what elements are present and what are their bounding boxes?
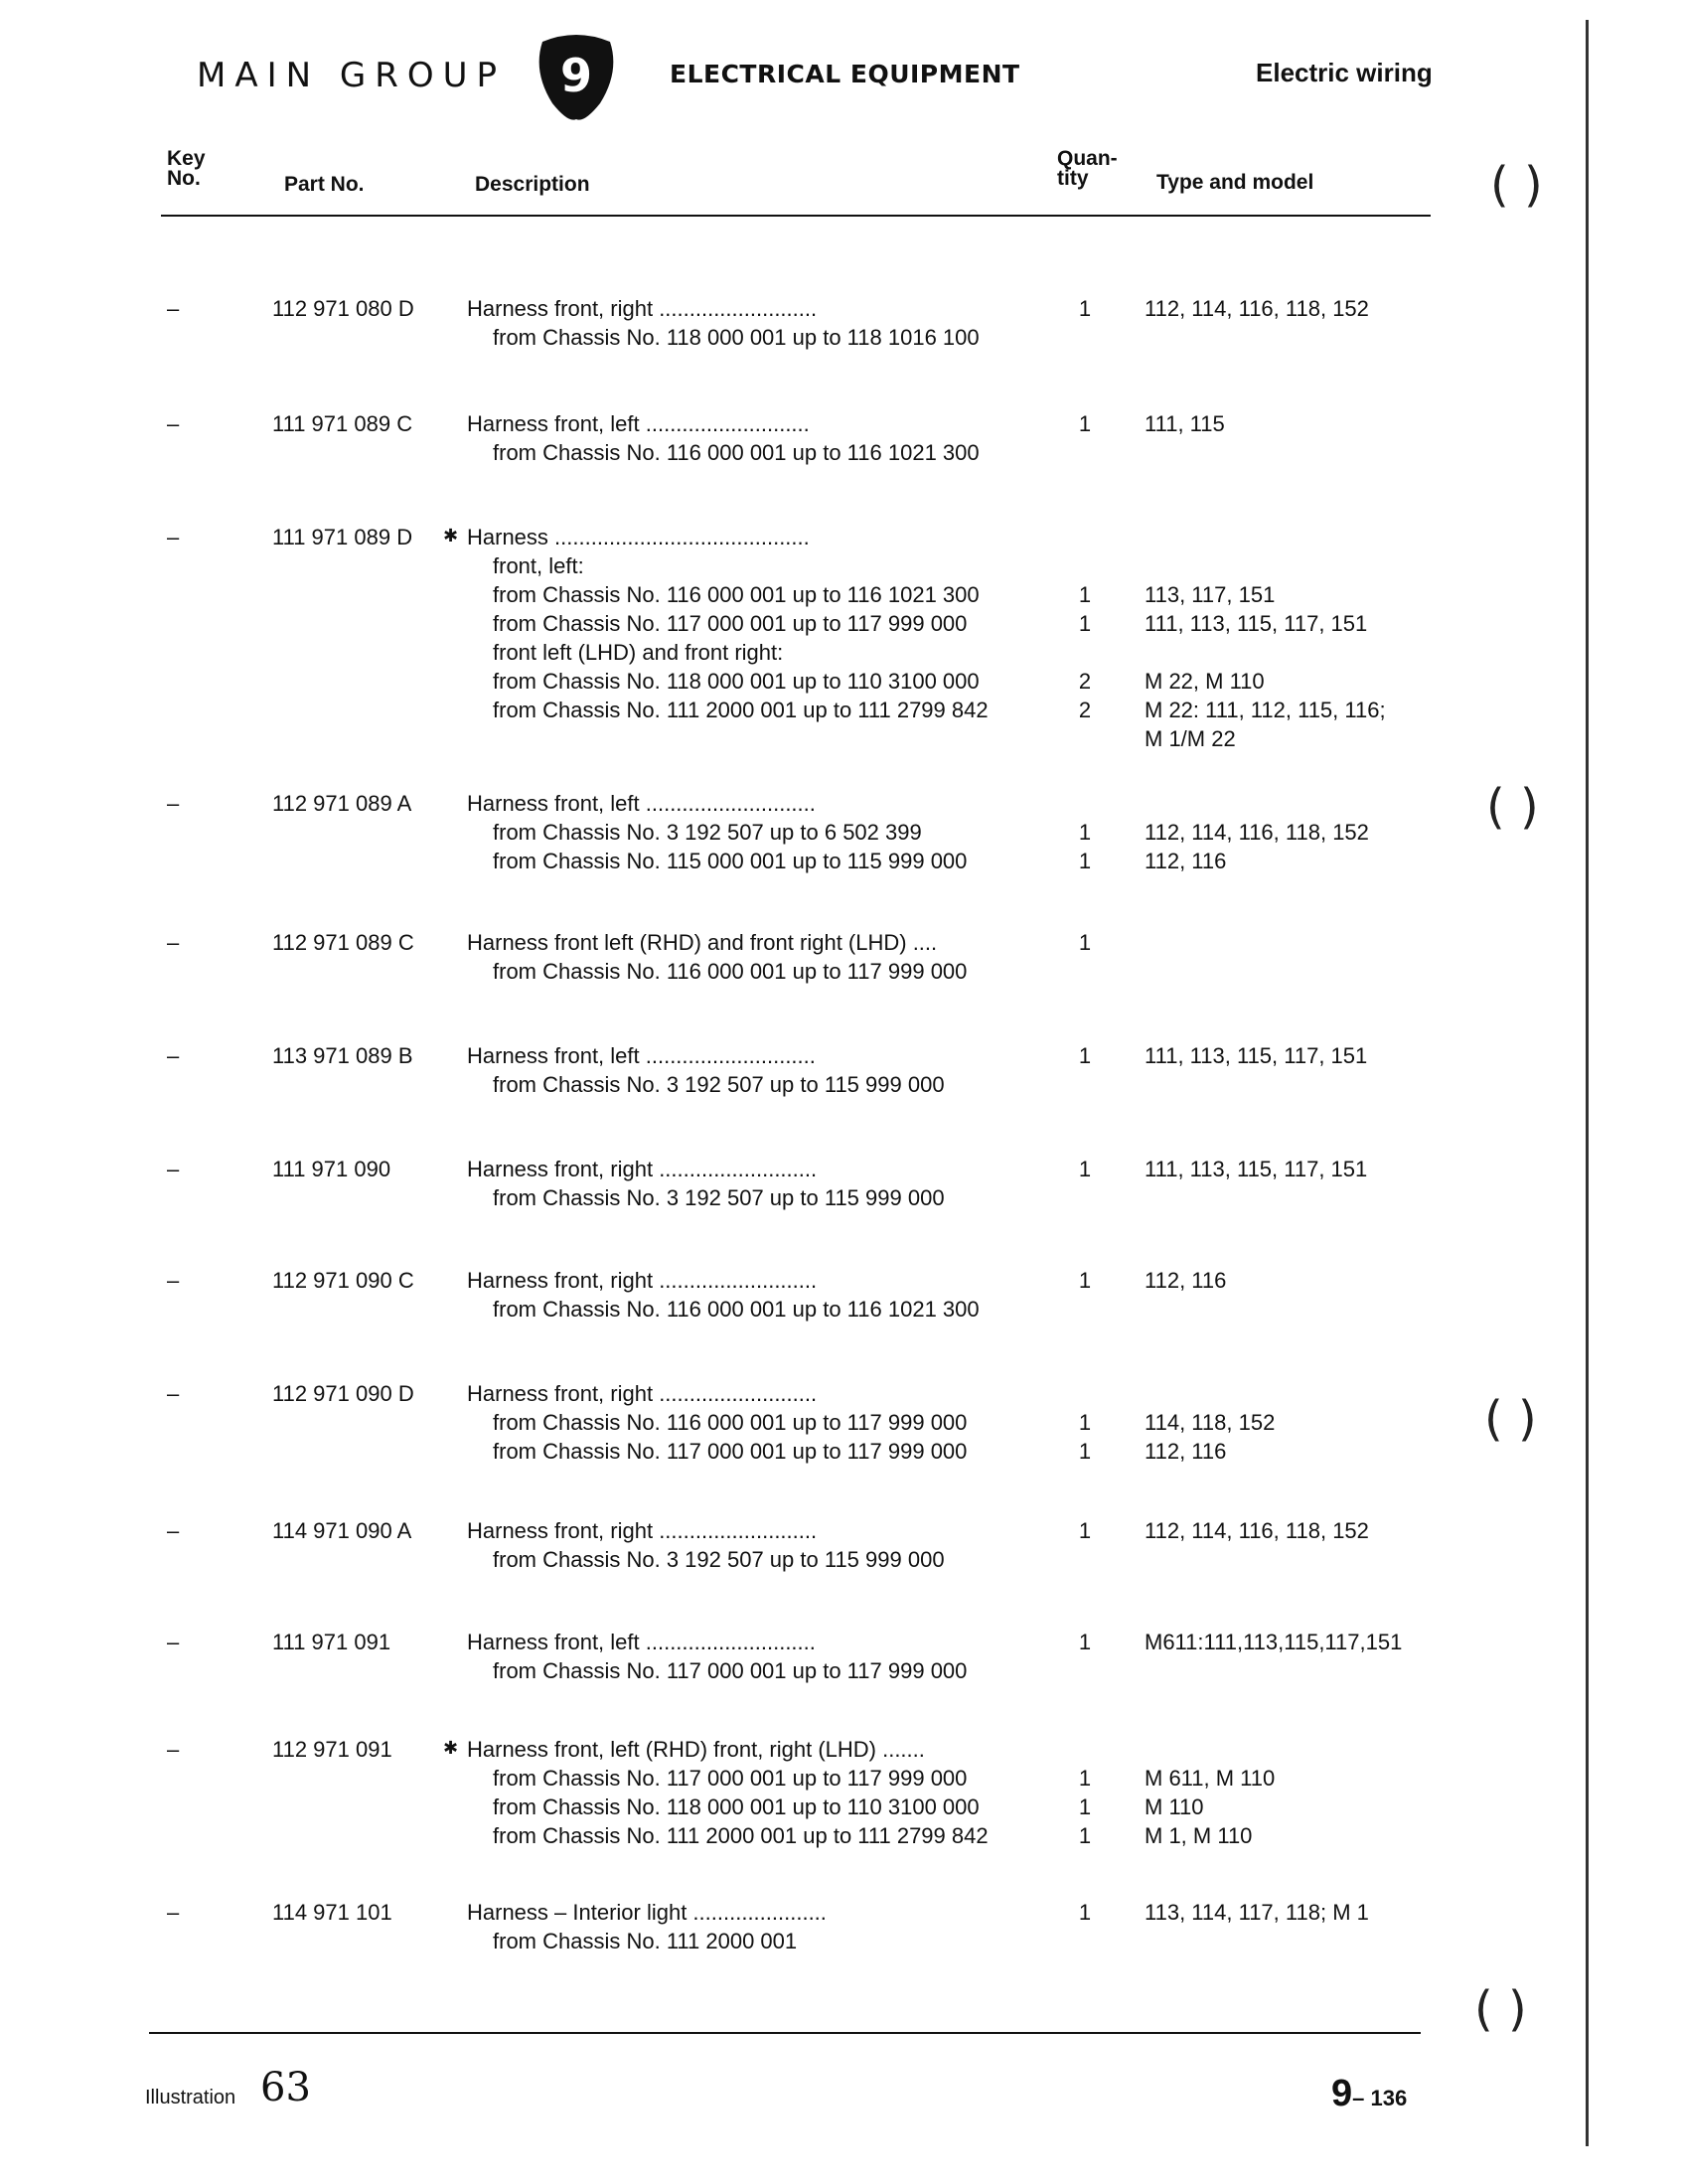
quantity: 1 bbox=[1078, 1157, 1092, 1181]
part-number: 112 971 089 C bbox=[272, 930, 414, 955]
page-suffix: – 136 bbox=[1352, 2086, 1408, 2110]
type-model: 111, 113, 115, 117, 151 bbox=[1145, 1043, 1368, 1068]
description: from Chassis No. 116 000 001 up to 117 999 000 bbox=[493, 1410, 968, 1435]
punch-hole-icon: ( ) bbox=[1486, 779, 1539, 835]
description: from Chassis No. 117 000 001 up to 117 999 000 bbox=[493, 1658, 968, 1683]
description: Harness front, left (RHD) front, right (LHD) ....... bbox=[467, 1737, 925, 1762]
description: Harness front, left ............................ bbox=[467, 1043, 816, 1068]
header-rule bbox=[161, 215, 1431, 217]
part-number: 112 971 090 C bbox=[272, 1268, 414, 1293]
type-model: 111, 113, 115, 117, 151 bbox=[1145, 1157, 1368, 1181]
type-model: M 110 bbox=[1145, 1794, 1204, 1819]
description: from Chassis No. 116 000 001 up to 116 1021 300 bbox=[493, 1297, 980, 1322]
key-no: – bbox=[167, 1381, 180, 1406]
illustration-number: 63 bbox=[260, 2065, 311, 2110]
page-number bbox=[1331, 2073, 1407, 2115]
key-no: – bbox=[167, 1268, 180, 1293]
description: front, left: bbox=[493, 553, 584, 578]
description: from Chassis No. 117 000 001 up to 117 999 000 bbox=[493, 1439, 968, 1464]
description: Harness front, right .......................... bbox=[467, 1268, 818, 1293]
star-icon: ✱ bbox=[443, 1738, 459, 1758]
description: from Chassis No. 3 192 507 up to 6 502 399 bbox=[493, 820, 922, 845]
quantity: 1 bbox=[1078, 1518, 1092, 1543]
description: Harness .......................................... bbox=[467, 525, 810, 549]
description: from Chassis No. 116 000 001 up to 116 1021 300 bbox=[493, 582, 980, 607]
key-no: – bbox=[167, 1630, 180, 1654]
quantity: 1 bbox=[1078, 1823, 1092, 1848]
description: from Chassis No. 111 2000 001 up to 111 2799 842 bbox=[493, 1823, 989, 1848]
type-model: 112, 116 bbox=[1145, 1439, 1227, 1464]
quantity: 1 bbox=[1078, 849, 1092, 873]
type-model: M 22: 111, 112, 115, 116; bbox=[1145, 698, 1386, 722]
key-no: – bbox=[167, 1043, 180, 1068]
description: from Chassis No. 116 000 001 up to 117 999 000 bbox=[493, 959, 968, 984]
section-title: ELECTRICAL EQUIPMENT bbox=[670, 60, 1020, 88]
main-group-title: MAIN GROUP bbox=[197, 56, 506, 95]
part-number: 111 971 091 bbox=[272, 1630, 391, 1654]
header-description: Description bbox=[475, 173, 590, 196]
quantity: 2 bbox=[1078, 698, 1092, 722]
description: front left (LHD) and front right: bbox=[493, 640, 784, 665]
type-model: M611:111,113,115,117,151 bbox=[1145, 1630, 1403, 1654]
part-number: 111 971 089 D bbox=[272, 525, 413, 549]
description: Harness front left (RHD) and front right (LHD) .... bbox=[467, 930, 938, 955]
type-model: M 611, M 110 bbox=[1145, 1766, 1276, 1791]
quantity: 1 bbox=[1078, 582, 1092, 607]
part-number: 112 971 091 bbox=[272, 1737, 392, 1762]
type-model: 112, 116 bbox=[1145, 1268, 1227, 1293]
section-subtitle: Electric wiring bbox=[1256, 58, 1433, 87]
key-no: – bbox=[167, 1518, 180, 1543]
quantity: 1 bbox=[1078, 1268, 1092, 1293]
type-model: 112, 116 bbox=[1145, 849, 1227, 873]
star-icon: ✱ bbox=[443, 526, 459, 546]
header-key-no: Key No. bbox=[167, 147, 206, 190]
description: from Chassis No. 118 000 001 up to 110 3100 000 bbox=[493, 669, 980, 694]
group-number: 9 bbox=[559, 49, 593, 102]
header-quantity: Quan- tity bbox=[1057, 147, 1118, 190]
header-type-model: Type and model bbox=[1156, 171, 1314, 194]
description: Harness – Interior light ...................... bbox=[467, 1900, 827, 1925]
part-number: 111 971 089 C bbox=[272, 411, 413, 436]
quantity: 1 bbox=[1078, 411, 1092, 436]
description: Harness front, right .......................... bbox=[467, 296, 818, 321]
key-no: – bbox=[167, 1157, 180, 1181]
illustration-label: Illustration bbox=[145, 2087, 236, 2108]
description: from Chassis No. 111 2000 001 bbox=[493, 1929, 798, 1953]
type-model: 112, 114, 116, 118, 152 bbox=[1145, 820, 1369, 845]
description: Harness front, left ............................ bbox=[467, 791, 816, 816]
type-model: 111, 115 bbox=[1145, 411, 1225, 436]
footer-rule bbox=[149, 2032, 1421, 2034]
type-model: 114, 118, 152 bbox=[1145, 1410, 1276, 1435]
quantity: 1 bbox=[1078, 1439, 1092, 1464]
key-no: – bbox=[167, 411, 180, 436]
description: Harness front, right .......................... bbox=[467, 1518, 818, 1543]
key-no: – bbox=[167, 791, 180, 816]
description: from Chassis No. 3 192 507 up to 115 999 000 bbox=[493, 1547, 945, 1572]
part-number: 112 971 090 D bbox=[272, 1381, 414, 1406]
quantity: 1 bbox=[1078, 1630, 1092, 1654]
description: from Chassis No. 115 000 001 up to 115 999 000 bbox=[493, 849, 968, 873]
punch-hole-icon: ( ) bbox=[1474, 1981, 1527, 2037]
key-no: – bbox=[167, 930, 180, 955]
key-no: – bbox=[167, 525, 180, 549]
quantity: 1 bbox=[1078, 930, 1092, 955]
description: from Chassis No. 116 000 001 up to 116 1021 300 bbox=[493, 440, 980, 465]
description: Harness front, right .......................... bbox=[467, 1157, 818, 1181]
description: from Chassis No. 118 000 001 up to 118 1016 100 bbox=[493, 325, 980, 350]
quantity: 1 bbox=[1078, 611, 1092, 636]
part-number: 114 971 090 A bbox=[272, 1518, 412, 1543]
description: from Chassis No. 111 2000 001 up to 111 2799 842 bbox=[493, 698, 989, 722]
description: Harness front, left ........................... bbox=[467, 411, 810, 436]
description: from Chassis No. 117 000 001 up to 117 999 000 bbox=[493, 1766, 968, 1791]
key-no: – bbox=[167, 296, 180, 321]
type-model: M 1, M 110 bbox=[1145, 1823, 1253, 1848]
type-model: 113, 114, 117, 118; M 1 bbox=[1145, 1900, 1369, 1925]
quantity: 1 bbox=[1078, 296, 1092, 321]
quantity: 1 bbox=[1078, 1410, 1092, 1435]
part-number: 113 971 089 B bbox=[272, 1043, 413, 1068]
key-no: – bbox=[167, 1737, 180, 1762]
header-part-no: Part No. bbox=[284, 173, 365, 196]
binding-edge bbox=[1586, 20, 1589, 2146]
key-no: – bbox=[167, 1900, 180, 1925]
punch-hole-icon: ( ) bbox=[1484, 1391, 1537, 1447]
quantity: 1 bbox=[1078, 1794, 1092, 1819]
description: from Chassis No. 117 000 001 up to 117 999 000 bbox=[493, 611, 968, 636]
quantity: 2 bbox=[1078, 669, 1092, 694]
description: from Chassis No. 118 000 001 up to 110 3100 000 bbox=[493, 1794, 980, 1819]
description: from Chassis No. 3 192 507 up to 115 999 000 bbox=[493, 1072, 945, 1097]
quantity: 1 bbox=[1078, 1900, 1092, 1925]
quantity: 1 bbox=[1078, 820, 1092, 845]
page-group: 9 bbox=[1331, 2073, 1353, 2114]
description: Harness front, right .......................... bbox=[467, 1381, 818, 1406]
punch-hole-icon: ( ) bbox=[1490, 157, 1543, 213]
quantity: 1 bbox=[1078, 1766, 1092, 1791]
type-model: 111, 113, 115, 117, 151 bbox=[1145, 611, 1368, 636]
type-model: 112, 114, 116, 118, 152 bbox=[1145, 296, 1369, 321]
description: Harness front, left ............................ bbox=[467, 1630, 816, 1654]
part-number: 111 971 090 bbox=[272, 1157, 391, 1181]
part-number: 112 971 089 A bbox=[272, 791, 412, 816]
type-model: 112, 114, 116, 118, 152 bbox=[1145, 1518, 1369, 1543]
type-model: M 22, M 110 bbox=[1145, 669, 1265, 694]
group-number-badge bbox=[535, 32, 618, 121]
part-number: 114 971 101 bbox=[272, 1900, 392, 1925]
type-model: M 1/M 22 bbox=[1145, 726, 1236, 751]
part-number: 112 971 080 D bbox=[272, 296, 414, 321]
quantity: 1 bbox=[1078, 1043, 1092, 1068]
type-model: 113, 117, 151 bbox=[1145, 582, 1276, 607]
description: from Chassis No. 3 192 507 up to 115 999 000 bbox=[493, 1185, 945, 1210]
